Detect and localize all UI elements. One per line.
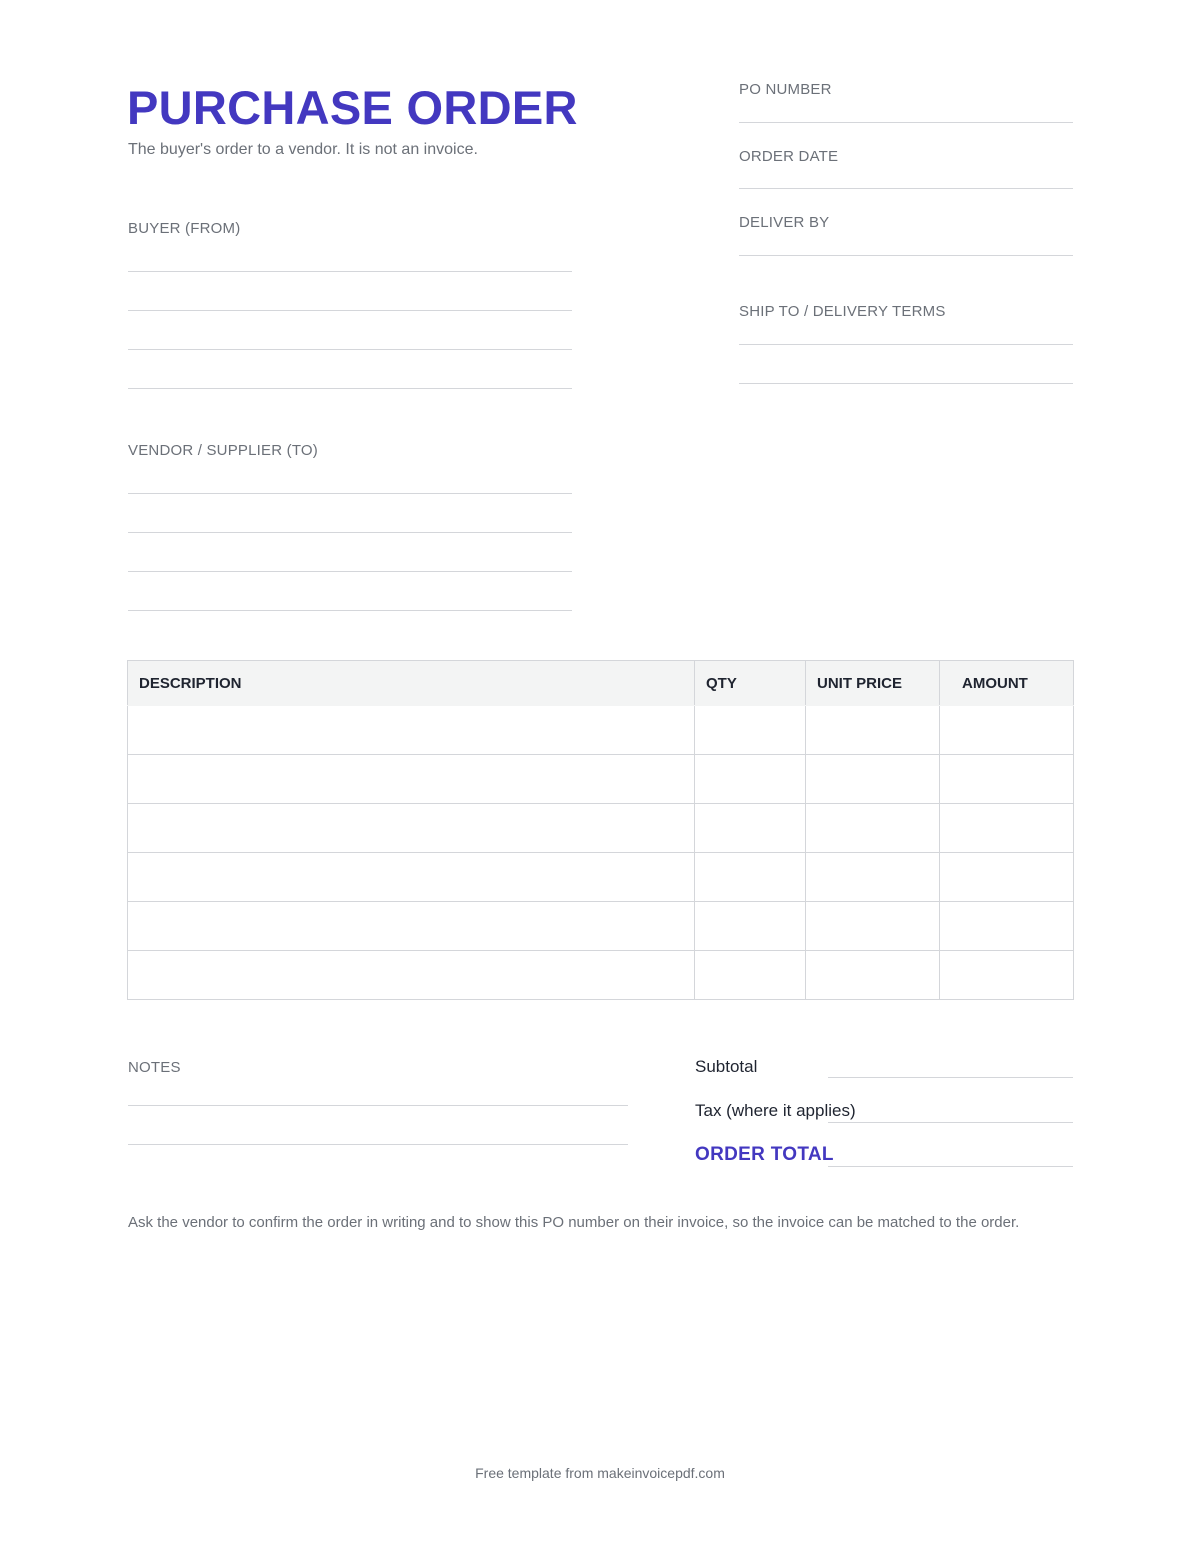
subtotal-label: Subtotal (695, 1057, 758, 1076)
description-cell[interactable] (128, 951, 695, 1000)
table-row (128, 804, 1074, 853)
qty-cell[interactable] (695, 951, 806, 1000)
vendor-label: VENDOR / SUPPLIER (TO) (128, 442, 318, 459)
description-cell[interactable] (128, 706, 695, 755)
amount-cell[interactable] (940, 804, 1074, 853)
order-date-label: ORDER DATE (739, 148, 839, 165)
instructions-text: Ask the vendor to confirm the order in writing and to show this PO number on their invoice, so the invoice can be matched to the order. (128, 1214, 1020, 1231)
po-number-label: PO NUMBER (739, 81, 832, 98)
qty-cell[interactable] (695, 755, 806, 804)
unit-price-cell[interactable] (806, 951, 940, 1000)
amount-cell[interactable] (940, 951, 1074, 1000)
vendor-field-line[interactable] (128, 493, 572, 494)
page-subtitle: The buyer's order to a vendor. It is not an invoice. (128, 141, 478, 158)
table-row (128, 755, 1074, 804)
footer-credit: Free template from makeinvoicepdf.com (475, 1465, 725, 1481)
vendor-field-line[interactable] (128, 571, 572, 572)
notes-label: NOTES (128, 1059, 181, 1076)
qty-cell[interactable] (695, 804, 806, 853)
amount-cell[interactable] (940, 853, 1074, 902)
table-row (128, 853, 1074, 902)
amount-cell[interactable] (940, 755, 1074, 804)
table-row (128, 706, 1074, 755)
description-cell[interactable] (128, 902, 695, 951)
buyer-field-line[interactable] (128, 349, 572, 350)
buyer-label: BUYER (FROM) (128, 220, 241, 237)
unit-price-cell[interactable] (806, 706, 940, 755)
qty-cell[interactable] (695, 853, 806, 902)
unit-price-cell[interactable] (806, 853, 940, 902)
ship-to-field-line[interactable] (739, 383, 1073, 384)
buyer-field-line[interactable] (128, 271, 572, 272)
order-total-label: ORDER TOTAL (695, 1144, 834, 1165)
tax-field[interactable] (828, 1122, 1073, 1123)
tax-label: Tax (where it applies) (695, 1101, 856, 1120)
notes-field-line[interactable] (128, 1144, 628, 1145)
amount-cell[interactable] (940, 902, 1074, 951)
line-items-table (127, 660, 1074, 1000)
table-row (128, 902, 1074, 951)
description-cell[interactable] (128, 853, 695, 902)
qty-cell[interactable] (695, 902, 806, 951)
vendor-field-line[interactable] (128, 610, 572, 611)
column-header-qty: QTY (695, 661, 806, 706)
vendor-field-line[interactable] (128, 532, 572, 533)
subtotal-field[interactable] (828, 1077, 1073, 1078)
column-header-unit-price: UNIT PRICE (806, 661, 940, 706)
deliver-by-field[interactable] (739, 255, 1073, 256)
unit-price-cell[interactable] (806, 902, 940, 951)
order-total-field[interactable] (828, 1166, 1073, 1167)
unit-price-cell[interactable] (806, 804, 940, 853)
table-header-row (128, 661, 1074, 706)
column-header-amount: AMOUNT (940, 661, 1074, 706)
notes-field-line[interactable] (128, 1105, 628, 1106)
column-header-description: DESCRIPTION (128, 661, 695, 706)
amount-cell[interactable] (940, 706, 1074, 755)
table-row (128, 951, 1074, 1000)
description-cell[interactable] (128, 804, 695, 853)
description-cell[interactable] (128, 755, 695, 804)
buyer-field-line[interactable] (128, 310, 572, 311)
buyer-field-line[interactable] (128, 388, 572, 389)
ship-to-field-line[interactable] (739, 344, 1073, 345)
qty-cell[interactable] (695, 706, 806, 755)
ship-to-label: SHIP TO / DELIVERY TERMS (739, 303, 946, 320)
order-date-field[interactable] (739, 188, 1073, 189)
page-title: PURCHASE ORDER (127, 81, 578, 134)
po-number-field[interactable] (739, 122, 1073, 123)
deliver-by-label: DELIVER BY (739, 214, 830, 231)
unit-price-cell[interactable] (806, 755, 940, 804)
